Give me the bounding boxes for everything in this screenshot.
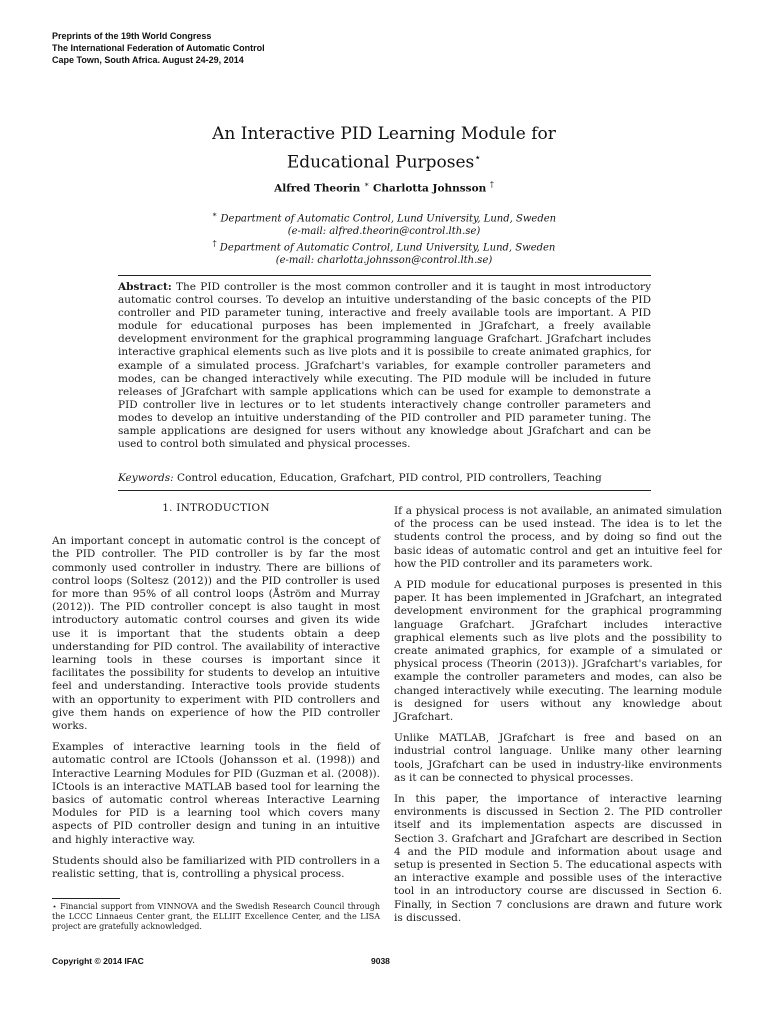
footnote-text: Financial support from VINNOVA and the Swedish Research Council through the LCCC Linnaeus Center grant, the ELLIIT Excellence Center, and the LISA project are gratefully acknowledged. (52, 902, 381, 931)
body-paragraph: In this paper, the importance of interactive learning environments is discussed in Section 2. The PID controller itself and its implementation aspects are discussed in Section 3. Grafchart and JGrafchart are described in Section 4 and the PID module and information about usage and setup is presented in Section 5. The educational aspects with an interactive example and possible uses of the interactive tool in an introductory course are discussed in Section 6. Finally, in Section 7 conclusions are drawn and future work is discussed. (394, 793, 722, 924)
affiliation-dept (100, 238, 668, 255)
keywords-bottom-rule (118, 490, 651, 491)
keywords (118, 472, 651, 485)
author-mark: † (489, 180, 494, 189)
right-column (394, 505, 722, 933)
affiliation-text: Department of Automatic Control, Lund University, Lund, Sweden (220, 213, 557, 225)
footnote (52, 902, 380, 932)
body-paragraph: Examples of interactive learning tools in the field of automatic control are ICtools (Johansson et al. (1998)) and Interactive Learning Modules for PID (Guzman et al. (2008)). ICtools is an interactive MATLAB based tool for learning the basics of automatic control whereas Interactive Learning Modules for PID is a learning tool which covers many aspects of PID controller design and tuning in an intuitive and highly interactive way. (52, 741, 380, 846)
body-paragraph: An important concept in automatic control is the concept of the PID controller. The PID controller is by far the most commonly used controller in industry. There are billions of control loops (Soltesz (2012)) and the PID controller is used for more than 95% of all control loops (Åström and Murray (2012)). The PID controller concept is also taught in most introductory automatic control courses and given its wide use it is important that the students obtain a deep understanding for PID control. The availability of interactive learning tools in these courses is important since it facilitates the possibility for students to develop an intuitive feel and understanding. Interactive tools provide students with an opportunity to experiment with PID controllers and give them hands on experience of how the PID controller works. (52, 535, 380, 733)
affiliation-email: (e-mail: alfred.theorin@control.lth.se) (287, 225, 481, 237)
abstract (118, 281, 651, 451)
footnote-rule (52, 898, 120, 899)
title-text: Educational Purposes (286, 152, 475, 173)
abstract-text: The PID controller is the most common controller and it is taught in most introductory automatic control courses. To develop an intuitive understanding of the basic concepts of the PID controller and PID parameter tuning, interactive and freely available tools are important. A PID module for educational purposes has been implemented in JGrafchart, a freely available development environment for the graphical programming language Grafchart. JGrafchart includes interactive graphical elements such as live plots and it is possibile to create animated graphics, for example of a simulated process. JGrafchart's variables, for example controller parameters and modes, can be changed interactively while executing. The PID module will be included in future releases of JGrafchart with sample applications which can be used for example to demonstrate a PID controller live in lectures or to let students interactively change controller parameters and modes to develop an intuitive understanding of the PID controller and PID parameter tuning. The sample applications are designed for users without any knowledge about JGrafchart and can be used to control both simulated and physical processes. (118, 281, 651, 451)
body-paragraph: If a physical process is not available, an animated simulation of the process can be used instead. The idea is to let the students control the process, and by doing so find out the basic ideas of automatic control and get an intuitive feel for how the PID controller and its parameters work. (394, 505, 722, 570)
author-mark: ∗ (363, 180, 370, 189)
affiliation-email: (e-mail: charlotta.johnsson@control.lth.se) (275, 255, 493, 267)
title-star-mark: ⋆ (474, 151, 482, 164)
header-line: Cape Town, South Africa. August 24-29, 2014 (52, 55, 244, 65)
body-paragraph: Unlike MATLAB, JGrafchart is free and based on an industrial control language. Unlike many other learning tools, JGrafchart can be used in industry-like environments as it can be connected to physical processes. (394, 732, 722, 784)
footnote-mark: ⋆ (52, 902, 58, 911)
keywords-label: Keywords: (118, 472, 174, 484)
affiliation-dept (100, 209, 668, 226)
section-heading: 1. INTRODUCTION (162, 502, 270, 514)
abstract-top-rule (118, 275, 651, 276)
page-number: 9038 (371, 956, 390, 966)
affiliation-mark: ∗ (211, 210, 218, 219)
author-name: Charlotta Johnsson (373, 182, 487, 195)
left-column (52, 502, 380, 889)
affiliations (100, 209, 668, 268)
keywords-text: Control education, Education, Grafchart, PID control, PID controllers, Teaching (177, 472, 602, 484)
affiliation-text: Department of Automatic Control, Lund University, Lund, Sweden (219, 242, 556, 254)
conference-header (52, 30, 265, 66)
author-name: Alfred Theorin (274, 182, 361, 195)
affiliation-mark: † (212, 239, 217, 249)
body-paragraph: Students should also be familiarized with PID controllers in a realistic setting, that is, controlling a physical process. (52, 854, 380, 881)
header-line: The International Federation of Automatic Control (52, 43, 265, 53)
header-line: Preprints of the 19th World Congress (52, 31, 212, 41)
copyright-notice: Copyright © 2014 IFAC (52, 956, 144, 966)
title-line: An Interactive PID Learning Module for (212, 124, 556, 144)
author-list (100, 180, 668, 195)
body-paragraph: A PID module for educational purposes is presented in this paper. It has been implemented in JGrafchart, an integrated development environment for the graphical programming language Grafchart. JGrafchart includes interactive graphical elements such as live plots and the possibility to create animated graphics, for example of a simulated or physical process (Theorin (2013)). JGrafchart's variables, for example the controller parameters and modes, can also be changed interactively while executing. The learning module is designed for users without any knowledge about JGrafchart. (394, 579, 722, 724)
title-line (100, 146, 668, 175)
paper-title (100, 122, 668, 175)
abstract-label: Abstract: (118, 281, 172, 293)
